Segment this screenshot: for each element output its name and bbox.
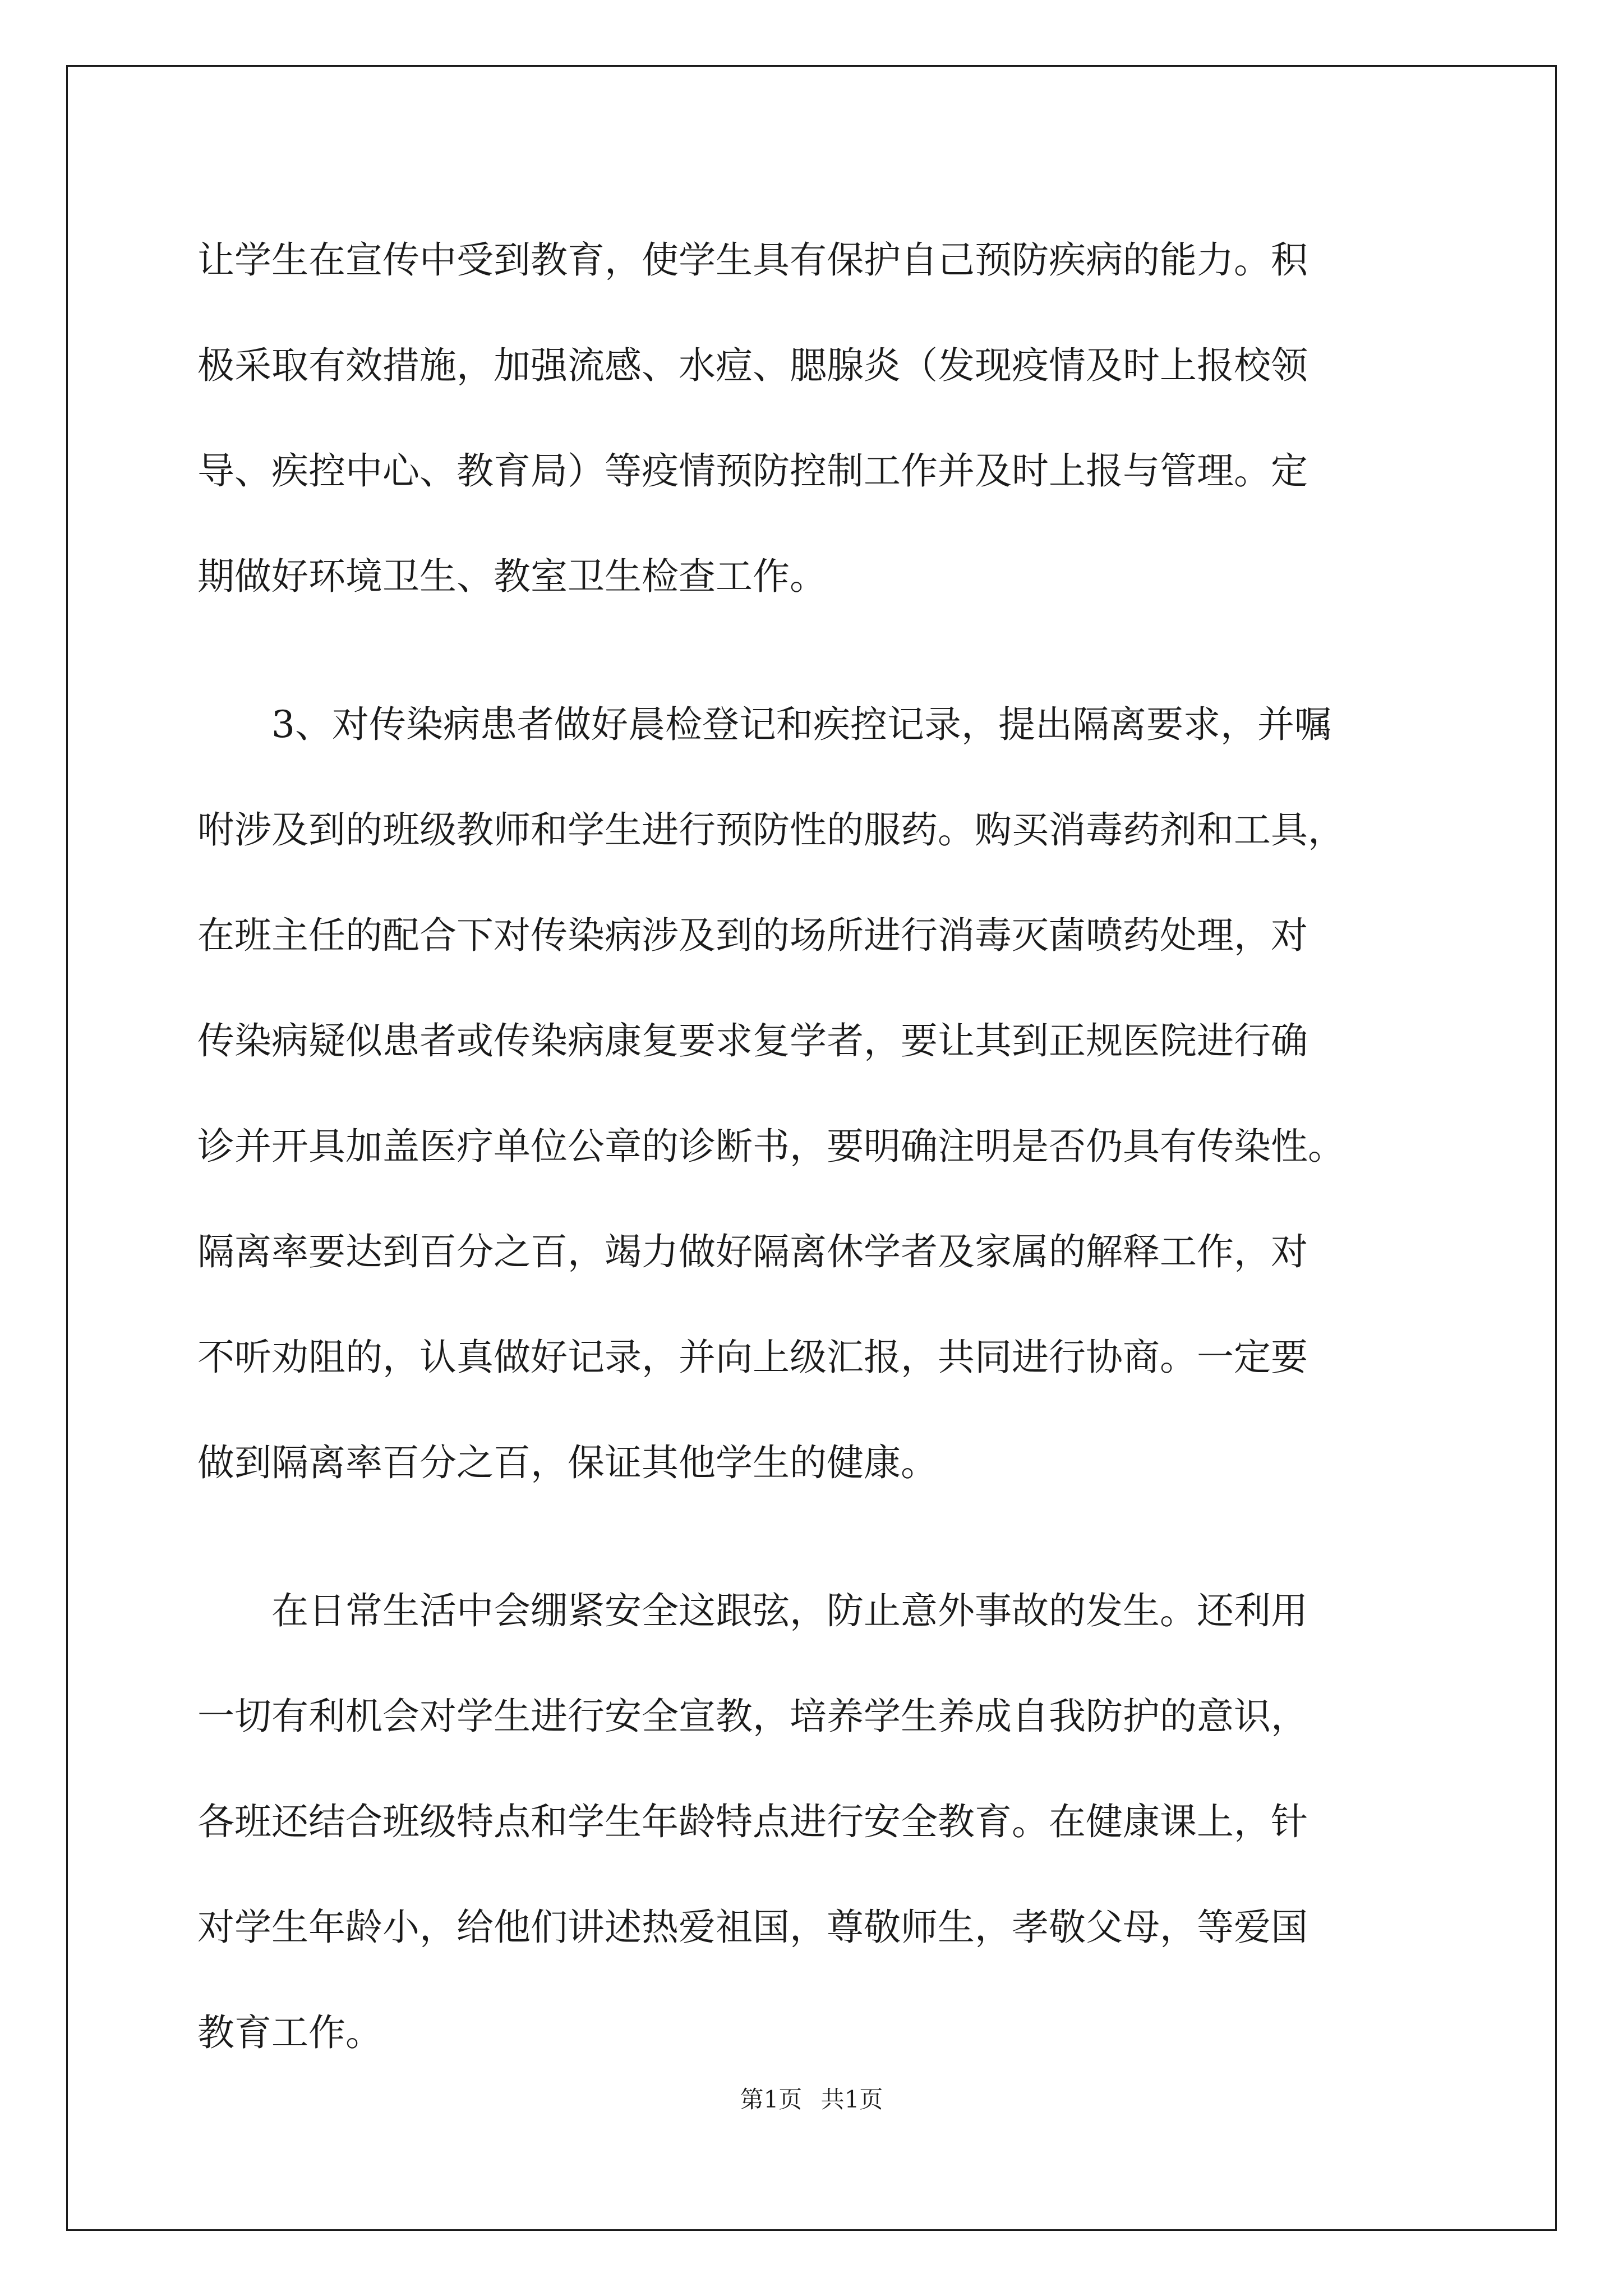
text-line: 极采取有效措施，加强流感、水痘、腮腺炎（发现疫情及时上报校领 — [197, 344, 1308, 387]
text-line: 各班还结合班级特点和学生年龄特点进行安全教育。在健康课上，针 — [197, 1800, 1308, 1843]
text-line: 教育工作。 — [197, 2011, 382, 2054]
text-line: 做到隔离率百分之百，保证其他学生的健康。 — [197, 1441, 938, 1484]
text-line: 一切有利机会对学生进行安全宣教，培养学生养成自我防护的意识， — [197, 1695, 1308, 1738]
text-line: 对学生年龄小，给他们讲述热爱祖国，尊敬师生，孝敬父母，等爱国 — [197, 1906, 1308, 1949]
text-line: 3、对传染病患者做好晨检登记和疾控记录，提出隔离要求，并嘱 — [197, 703, 1331, 746]
document-body — [197, 208, 1431, 2086]
paragraph-gap — [197, 629, 1431, 672]
page-number: 第1页 — [740, 2086, 803, 2113]
text-line: 不听劝阻的，认真做好记录，并向上级汇报，共同进行协商。一定要 — [197, 1336, 1308, 1379]
paragraph-gap — [197, 1516, 1431, 1558]
page-total: 共1页 — [820, 2086, 883, 2113]
text-line: 诊并开具加盖医疗单位公章的诊断书，要明确注明是否仍具有传染性。 — [197, 1125, 1345, 1168]
text-line: 期做好环境卫生、教室卫生检查工作。 — [197, 555, 827, 598]
text-line: 隔离率要达到百分之百，竭力做好隔离休学者及家属的解释工作，对 — [197, 1230, 1308, 1273]
text-line: 让学生在宣传中受到教育，使学生具有保护自己预防疾病的能力。积 — [197, 238, 1308, 282]
text-line: 传染病疑似患者或传染病康复要求复学者，要让其到正规医院进行确 — [197, 1019, 1308, 1062]
text-line: 在日常生活中会绷紧安全这跟弦，防止意外事故的发生。还利用 — [197, 1589, 1308, 1632]
text-line: 导、疾控中心、教育局）等疫情预防控制工作并及时上报与管理。定 — [197, 449, 1308, 493]
text-line: 在班主任的配合下对传染病涉及到的场所进行消毒灭菌喷药处理，对 — [197, 914, 1308, 957]
page-footer — [0, 2081, 1623, 2115]
text-line: 咐涉及到的班级教师和学生进行预防性的服药。购买消毒药剂和工具， — [197, 808, 1345, 852]
